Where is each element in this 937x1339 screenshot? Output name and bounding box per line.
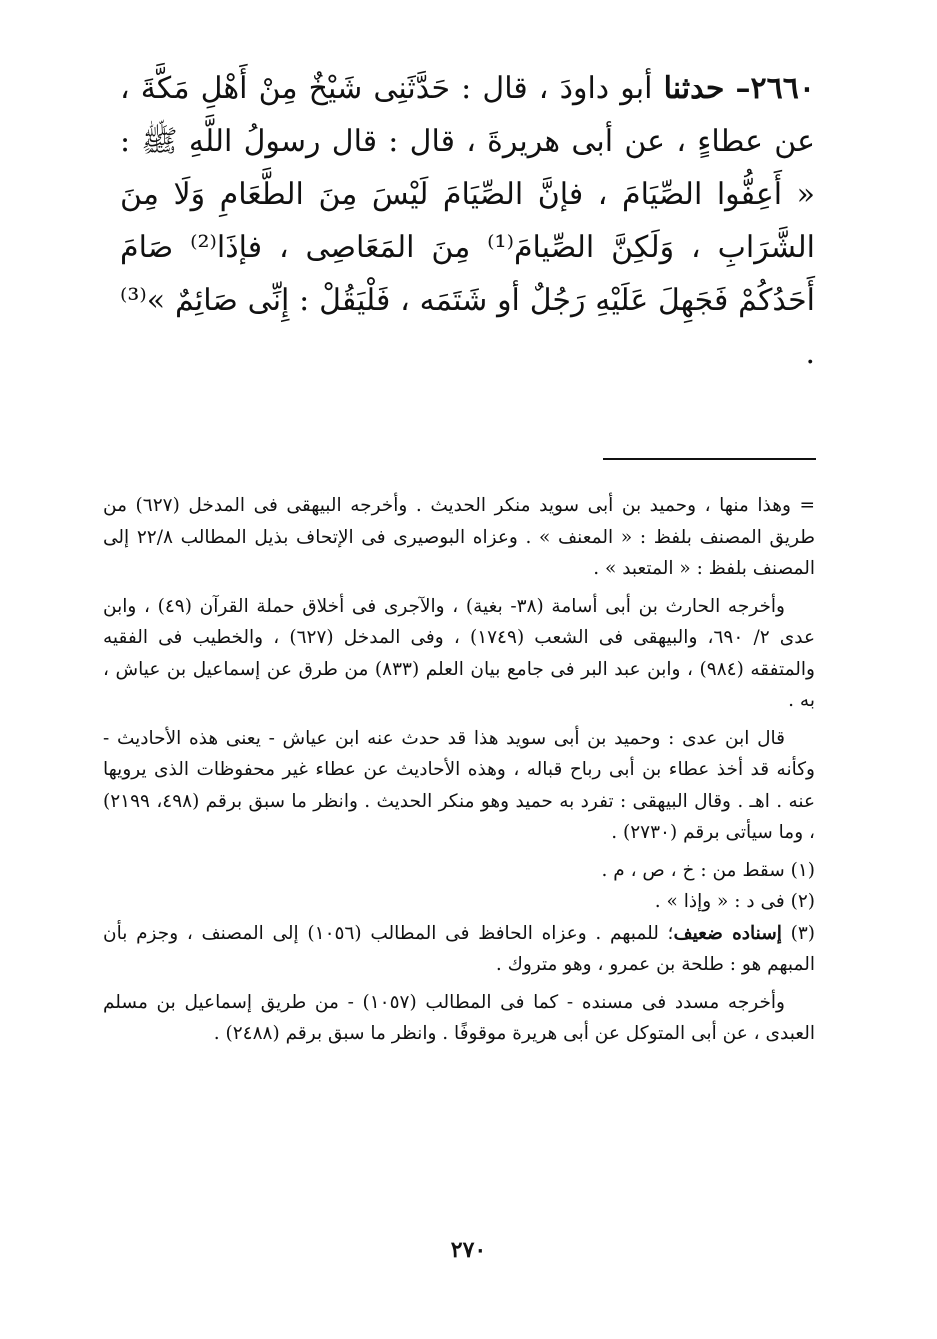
footnote-2: (٢) فى د : « وإذا » . xyxy=(654,891,815,912)
footnote-3 xyxy=(103,918,815,981)
hadith-lead-word: حدثنا xyxy=(663,71,725,106)
footnote-ibn-adi-comment: قال ابن عدى : وحميد بن أبى سويد هذا قد حدث عنه ابن عياش - يعنى هذه الأحاديث - وكأنه قد أخذ عطاء بن أبى رباح قباله ، وهذه الأحاديث عن عطاء غير محفوظات الذى يرويها عنه . اهـ . وقال البيهقى : تفرد به حميد وهو منكر الحديث . وانظر ما سبق برقم (٤٩٨، ٢١٩٩) ، وما سيأتى برقم (٢٧٣٠) . xyxy=(103,727,815,843)
footnote-takhrij: وأخرجه الحارث بن أبى أسامة (٣٨- بغية) ، والآجرى فى أخلاق حملة القرآن (٤٩) ، وابن عدى ٢/ ٦٩٠، والبيهقى فى الشعب (١٧٤٩) ، وفى المدخل (٦٢٧) ، والخطيب فى الفقيه والمتفقه (٩٨٤) ، وابن عبد البر فى جامع بيان العلم (٨٣٣) من طرق عن إسماعيل بن عياش ، به . xyxy=(103,595,815,711)
footnote-3-continuation: وأخرجه مسدد فى مسنده - كما فى المطالب (١٠٥٧) - من طريق إسماعيل بن مسلم العبدى ، عن أبى المتوكل عن أبى هريرة موقوفًا . وانظر ما سبق برقم (٢٤٨٨) . xyxy=(103,991,815,1044)
page-number: ٢٧٠ xyxy=(450,1237,487,1263)
hadith-text xyxy=(120,62,815,380)
footnote-3-grading: إسناده ضعيف xyxy=(673,922,782,944)
footnote-separator xyxy=(603,458,816,460)
hadith-number: ٢٦٦٠– xyxy=(735,71,815,106)
footnote-3-marker: (٣) xyxy=(790,922,815,944)
hadith-body: أبو داودَ ، قال : حَدَّثَنِى شَيْخٌ مِنْ أَهْلِ مَكَّةَ ، عن عطاءٍ ، عن أبى هريرةَ ، قال : قال رسولُ اللَّهِ ﷺ : « أَعِفُّوا الصِّيَامَ ، فإنَّ الصِّيَامَ لَيْسَ مِنَ الطَّعَامِ وَلَا مِنَ الشَّرَابِ ، وَلَكِنَّ الصِّيامَ⁽¹⁾ مِنَ المَعَاصِى ، فإذَا⁽²⁾ صَامَ أَحَدُكُمْ فَجَهِلَ عَلَيْهِ رَجُلٌ أو شَتَمَه ، فَلْيَقُلْ : إِنِّى صَائِمٌ »⁽³⁾ . xyxy=(120,71,816,371)
footnotes xyxy=(103,490,815,1056)
footnote-1: (١) سقط من : خ ، ص ، م . xyxy=(601,859,815,881)
footnote-3-text: ؛ للمبهم . وعزاه الحافظ فى المطالب (١٠٥٦) إلى المصنف ، وجزم بأن المبهم هو : طلحة بن عمرو ، وهو متروك . xyxy=(103,922,815,975)
footnote-continuation: = وهذا منها ، وحميد بن أبى سويد منكر الحديث . وأخرجه البيهقى فى المدخل (٦٢٧) من طريق المصنف بلفظ : « المعنف » . وعزاه البوصيرى فى الإتحاف بذيل المطالب ٢٢/٨ إلى المصنف بلفظ : « المتعبد » . xyxy=(103,495,816,579)
